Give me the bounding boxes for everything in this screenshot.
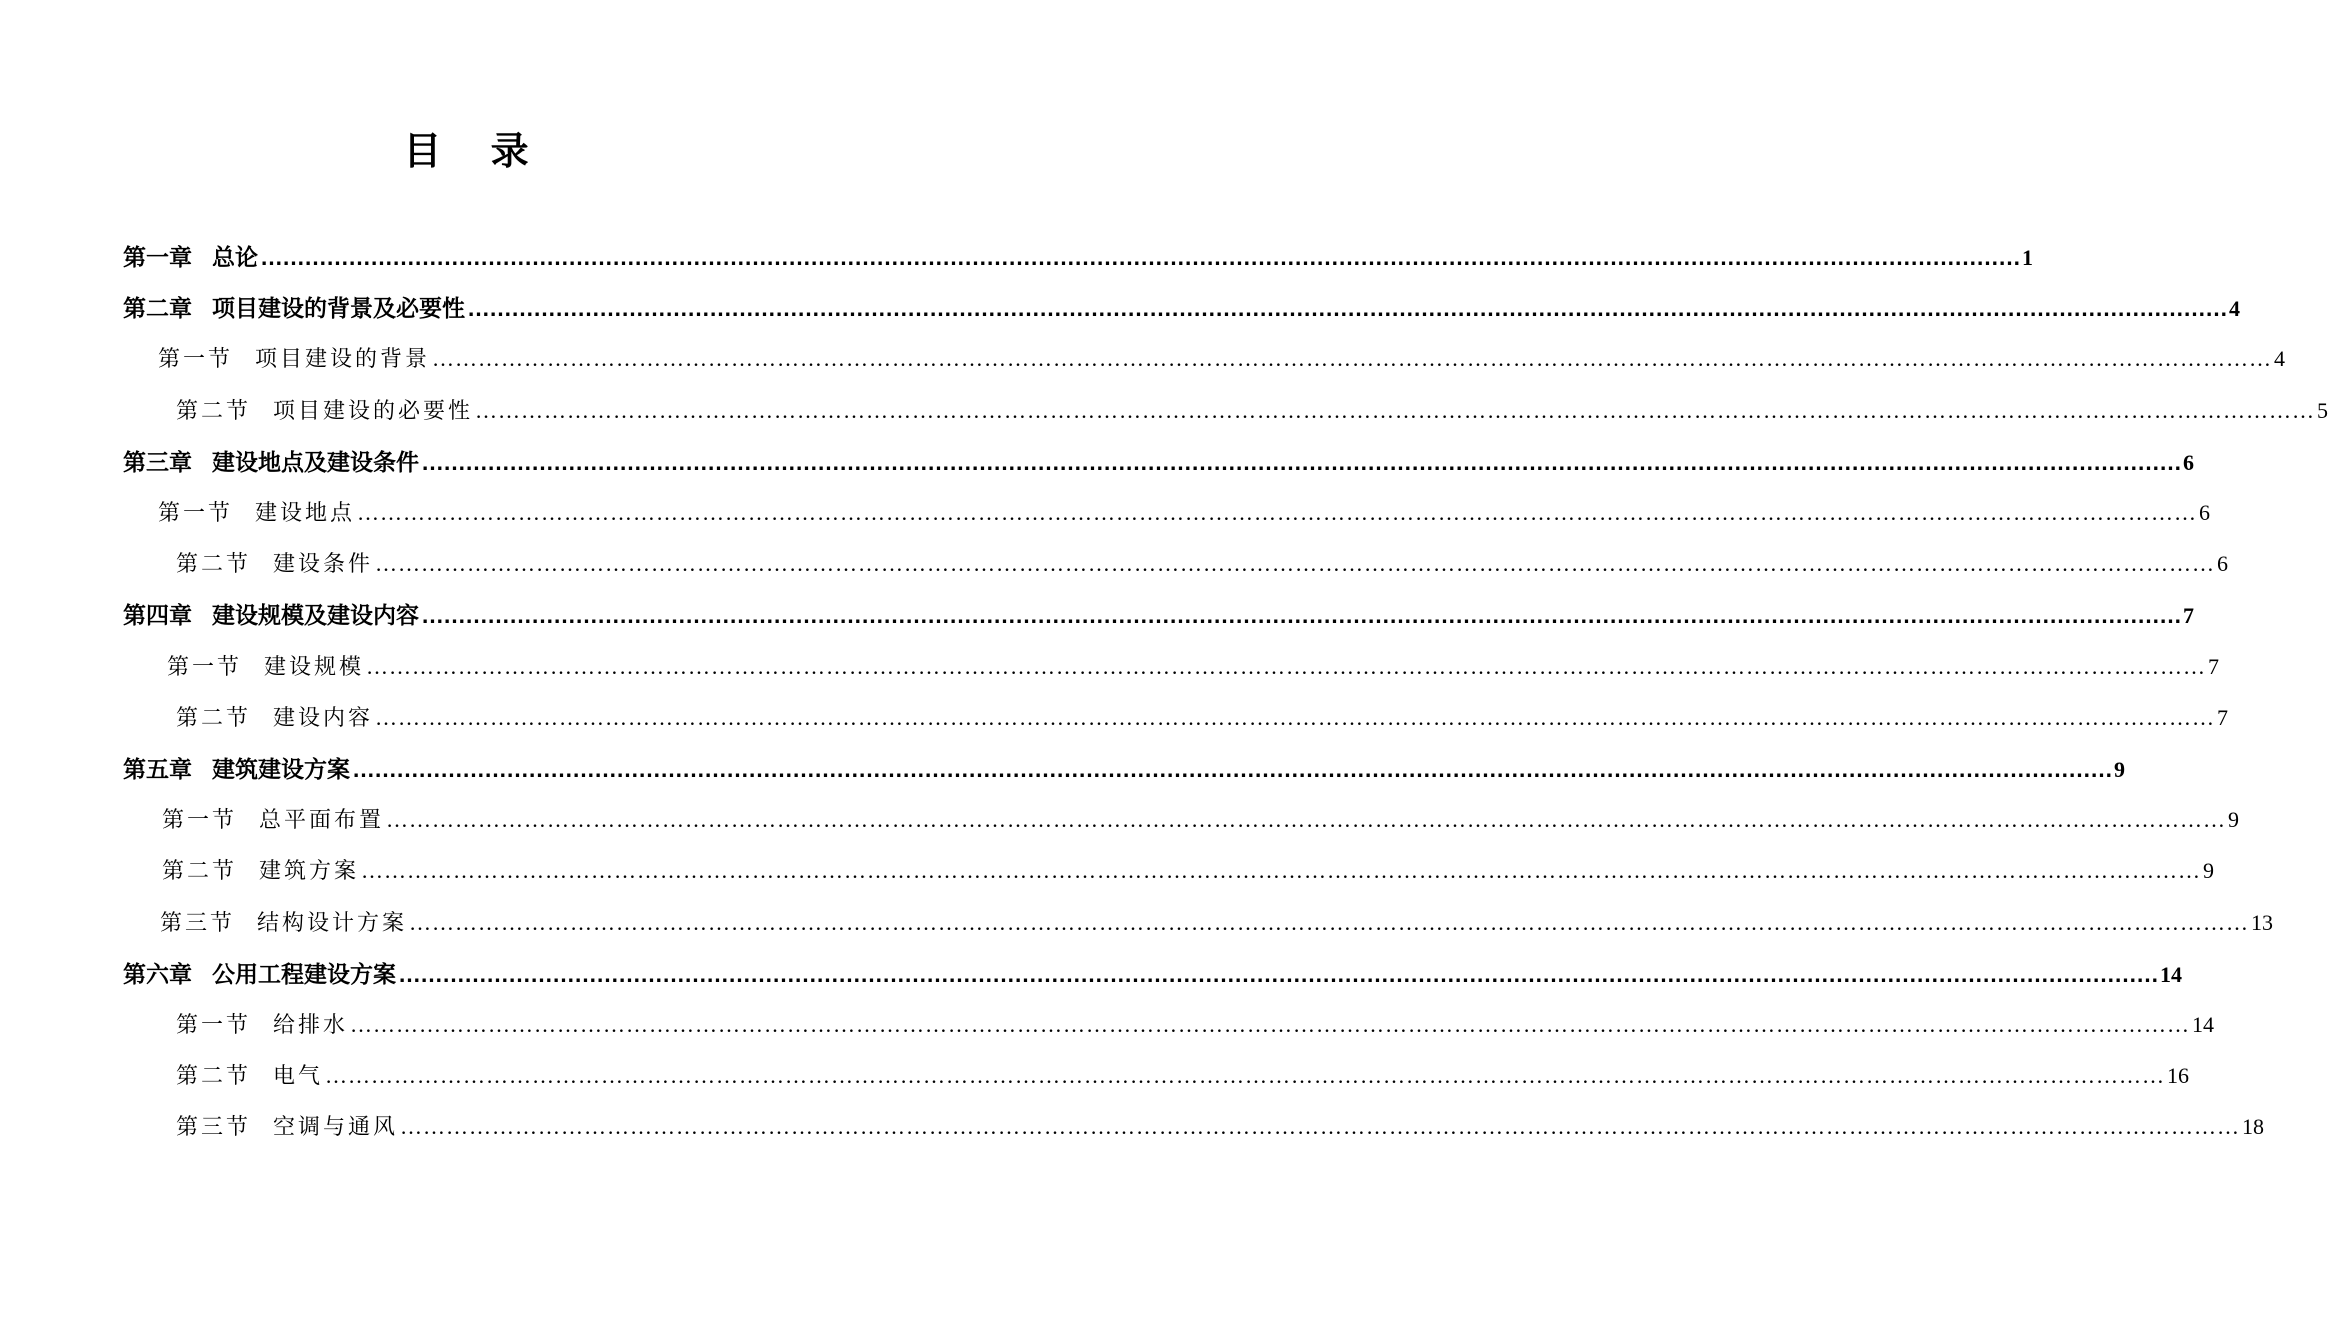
dot-leader: …………………………………………………………………………………………………………………………………………………………………………………………………………………… [357,500,2198,526]
section-title: 结构设计方案 [257,910,408,936]
section-number: 第一节 [162,808,238,834]
toc-section-entry[interactable] [0,998,2215,1049]
dot-leader: …………………………………………………………………………………………………………………………………………………………………………………………………………………… [421,602,2181,629]
page-number: 6 [2199,500,2211,526]
chapter-number: 第一章 [123,245,192,272]
section-number: 第一节 [167,654,243,680]
section-title: 给排水 [273,1012,349,1038]
toc-chapter-entry[interactable] [0,230,2033,281]
dot-leader: …………………………………………………………………………………………………………………………………………………………………………………………………………………… [400,1114,2241,1140]
toc-chapter-entry[interactable] [0,435,2194,486]
dot-leader: …………………………………………………………………………………………………………………………………………………………………………………………………………………… [467,295,2227,322]
toc-section-entry[interactable] [0,844,2215,895]
section-number: 第二节 [176,705,252,731]
page-number: 4 [2274,346,2286,372]
section-number: 第一节 [158,501,234,527]
chapter-number: 第三章 [123,449,192,476]
toc-chapter-entry[interactable] [0,742,2125,793]
dot-leader: …………………………………………………………………………………………………………………………………………………………………………………………………………………… [375,704,2216,730]
toc-section-entry[interactable] [0,793,2240,844]
section-title: 建筑方案 [259,859,360,885]
section-number: 第二节 [176,398,252,424]
page-number: 7 [2208,653,2220,679]
chapter-number: 第四章 [123,603,192,630]
page-number: 6 [2217,551,2229,577]
toc-chapter-entry[interactable] [0,588,2194,639]
page-number: 9 [2228,807,2240,833]
table-of-contents [0,230,2328,1151]
section-title: 建设条件 [273,552,374,578]
page-number: 9 [2114,756,2125,782]
section-title: 电气 [273,1064,324,1090]
section-title: 建设规模 [264,654,365,680]
page-number: 16 [2167,1063,2190,1089]
toc-section-entry[interactable] [0,1049,2190,1100]
toc-chapter-entry[interactable] [0,947,2182,998]
page-number: 9 [2203,858,2215,884]
toc-section-entry[interactable] [0,691,2229,742]
chapter-title: 建设规模及建设内容 [212,603,419,630]
toc-section-entry[interactable] [0,640,2220,691]
section-title: 项目建设的必要性 [273,398,474,424]
toc-section-entry[interactable] [0,486,2211,537]
dot-leader: …………………………………………………………………………………………………………………………………………………………………………………………………………………… [386,807,2227,833]
chapter-number: 第六章 [123,961,192,988]
chapter-title: 项目建设的背景及必要性 [212,296,465,323]
section-title: 项目建设的背景 [255,347,431,373]
section-number: 第三节 [160,910,236,936]
dot-leader: …………………………………………………………………………………………………………………………………………………………………………………………………………………… [421,448,2181,475]
toc-section-entry[interactable] [0,384,2328,435]
page-title: 目 录 [403,129,547,173]
toc-section-entry[interactable] [0,895,2274,946]
page-number: 5 [2317,397,2328,423]
section-number: 第一节 [158,347,234,373]
page-number: 14 [2192,1011,2215,1037]
page-number: 13 [2251,909,2274,935]
chapter-title: 建设地点及建设条件 [212,449,419,476]
page-number: 14 [2160,961,2182,987]
section-number: 第二节 [162,859,238,885]
section-number: 第三节 [176,1115,252,1141]
dot-leader: …………………………………………………………………………………………………………………………………………………………………………………………………………………… [350,1011,2191,1037]
page-number: 18 [2242,1114,2265,1140]
page-number: 7 [2183,603,2194,629]
dot-leader: …………………………………………………………………………………………………………………………………………………………………………………………………………………… [260,244,2020,271]
section-number: 第一节 [176,1012,252,1038]
section-number: 第二节 [176,552,252,578]
section-number: 第二节 [176,1064,252,1090]
chapter-title: 公用工程建设方案 [212,961,396,988]
dot-leader: …………………………………………………………………………………………………………………………………………………………………………………………………………………… [361,858,2202,884]
dot-leader: …………………………………………………………………………………………………………………………………………………………………………………………………………………… [398,960,2158,987]
chapter-title: 总论 [212,245,258,272]
dot-leader: …………………………………………………………………………………………………………………………………………………………………………………………………………………… [352,755,2112,782]
toc-section-entry[interactable] [0,537,2229,588]
section-title: 空调与通风 [273,1115,399,1141]
dot-leader: …………………………………………………………………………………………………………………………………………………………………………………………………………………… [432,346,2273,372]
toc-chapter-entry[interactable] [0,281,2240,332]
dot-leader: …………………………………………………………………………………………………………………………………………………………………………………………………………………… [325,1063,2166,1089]
page-number: 4 [2229,296,2240,322]
dot-leader: …………………………………………………………………………………………………………………………………………………………………………………………………………………… [375,551,2216,577]
dot-leader: …………………………………………………………………………………………………………………………………………………………………………………………………………………… [366,653,2207,679]
section-title: 总平面布置 [259,808,385,834]
section-title: 建设地点 [255,501,356,527]
chapter-number: 第五章 [123,756,192,783]
toc-section-entry[interactable] [0,332,2286,383]
chapter-number: 第二章 [123,296,192,323]
toc-section-entry[interactable] [0,1100,2265,1151]
dot-leader: …………………………………………………………………………………………………………………………………………………………………………………………………………………… [409,909,2250,935]
chapter-title: 建筑建设方案 [212,756,350,783]
page-number: 1 [2022,245,2033,271]
page-number: 7 [2217,704,2229,730]
section-title: 建设内容 [273,705,374,731]
page-number: 6 [2183,449,2194,475]
dot-leader: …………………………………………………………………………………………………………………………………………………………………………………………………………………… [475,397,2316,423]
